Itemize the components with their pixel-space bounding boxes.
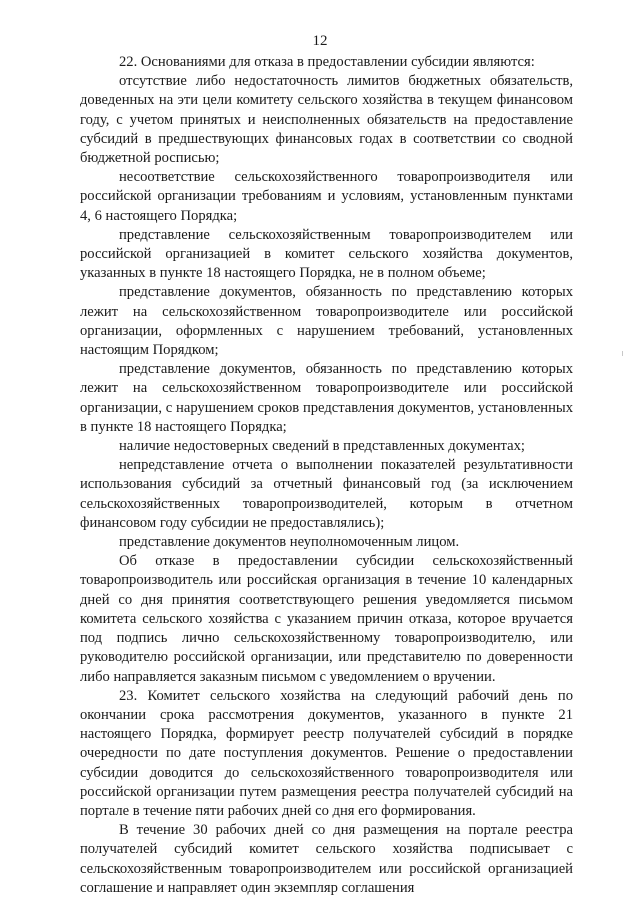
paragraph: представление сельскохозяйственным товаропроизводителем или российской организацией в комитет сельского хозяйства документов, указанных в пункте 18 настоящего Порядка, не в полном объеме; — [80, 226, 573, 282]
paragraph: несоответствие сельскохозяйственного товаропроизводителя или российской организации требованиям и условиям, установленным пунктами 4, 6 настоящего Порядка; — [80, 169, 573, 224]
document-body — [80, 53, 573, 898]
paragraph: наличие недостоверных сведений в представленных документах; — [119, 438, 525, 455]
paragraph: представление документов неуполномоченным лицом. — [119, 534, 460, 551]
scan-mark — [622, 351, 626, 356]
paragraph: отсутствие либо недостаточность лимитов бюджетных обязательств, доведенных на эти цели комитету сельского хозяйства в текущем финансовом году, с учетом принятых и неисполненных обязательств на предоставление субсидий в предшествующих финансовых годах в соответствии со сводной бюджетной росписью; — [80, 73, 573, 167]
paragraph: представление документов, обязанность по представлению которых лежит на сельскохозяйственном товаропроизводителе или российской организации, с нарушением сроков представления документов, установленных в пункте 18 настоящего Порядка; — [80, 361, 573, 435]
paragraph: 22. Основаниями для отказа в предоставлении субсидии являются: — [119, 54, 535, 70]
paragraph: 23. Комитет сельского хозяйства на следующий рабочий день по окончании срока рассмотрения документов, указанного в пункте 21 настоящего Порядка, формирует реестр получателей субсидий в порядке очередности по дате поступления документов. Решение о предоставлении субсидии доводится до сельскохозяйственного товаропроизводителя или российской организации путем размещения реестра получателей субсидий на портале в течение пяти рабочих дней со дня его формирования. — [80, 687, 573, 819]
page-number: 12 — [312, 33, 328, 49]
paragraph: непредставление отчета о выполнении показателей результативности использования субсидий за отчетный финансовый год (за исключением сельскохозяйственных товаропроизводителей, которым в отчетном финансовом году субсидии не предоставлялись); — [80, 457, 573, 531]
paragraph: Об отказе в предоставлении субсидии сельскохозяйственный товаропроизводитель или российская организация в течение 10 календарных дней со дня принятия соответствующего решения уведомляется письмом комитета сельского хозяйства с указанием причин отказа, которое вручается под подпись лично сельскохозяйственному товаропроизводителю, или руководителю российской организации, или представителю по доверенности либо направляется заказным письмом с уведомлением о вручении. — [80, 553, 573, 685]
paragraph: В течение 30 рабочих дней со дня размещения на портале реестра получателей субсидий комитет сельского хозяйства подписывает с сельскохозяйственным товаропроизводителем или российской организацией соглашение и направляет один экземпляр соглашения — [80, 822, 573, 896]
paragraph: представление документов, обязанность по представлению которых лежит на сельскохозяйственном товаропроизводителе или российской организации, оформленных с нарушением требований, установленных настоящим Порядком; — [80, 284, 573, 359]
